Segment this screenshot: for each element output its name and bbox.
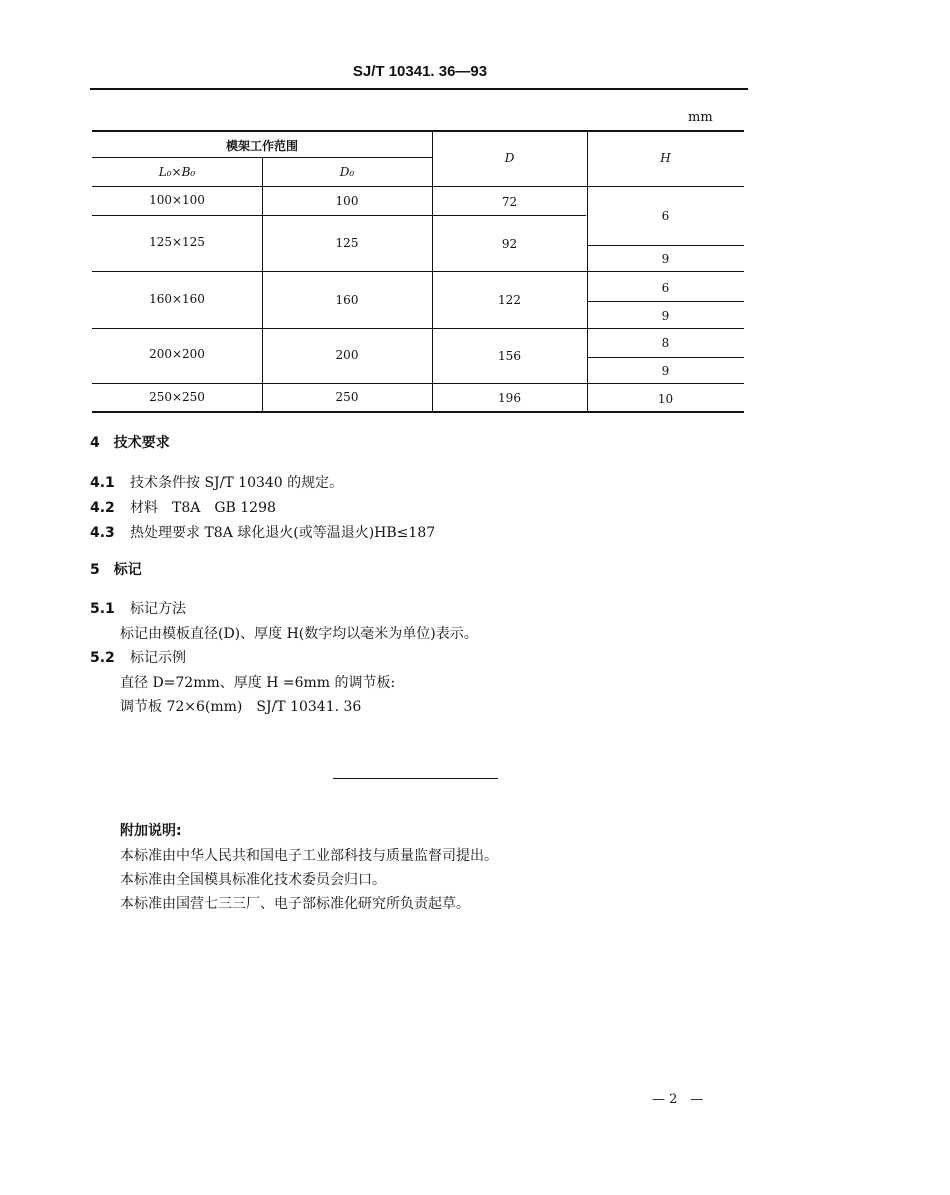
- note-line: 本标准由全国模具标准化技术委员会归口。: [120, 872, 386, 888]
- cell-d0: 100: [335, 194, 359, 208]
- clause-5-2-line2: 调节板 72×6(mm) SJ/T 10341. 36: [120, 699, 362, 715]
- cell-lb: 160×160: [149, 292, 205, 306]
- clause-5-1-body: 标记由模板直径(D)、厚度 H(数字均以毫米为单位)表示。: [120, 626, 478, 642]
- note-title: 附加说明:: [120, 823, 182, 839]
- cell-lb: 125×125: [149, 235, 205, 249]
- cell-d: 196: [498, 391, 521, 405]
- row-rule: [92, 328, 744, 329]
- clause-text: 技术条件按 SJ/T 10340 的规定。: [130, 475, 344, 491]
- cell-h: 9: [661, 252, 670, 266]
- cell-h: 8: [661, 336, 670, 350]
- cell-d0: 200: [335, 348, 359, 362]
- cell-d: 92: [501, 237, 518, 251]
- unit-label: mm: [688, 110, 713, 125]
- section-4-title: 4 技术要求: [90, 435, 170, 451]
- header-bottom-rule: [92, 186, 744, 187]
- clause-5-1: [90, 598, 186, 618]
- clause-number: 5.1: [90, 601, 115, 617]
- cell-d: 122: [498, 293, 521, 307]
- col-divider: [432, 130, 433, 412]
- clause-number: 4.2: [90, 500, 115, 516]
- note-line: 本标准由中华人民共和国电子工业部科技与质量监督司提出。: [120, 848, 498, 864]
- col-header-d: D: [504, 151, 515, 165]
- clause-5-2-line1: 直径 D=72mm、厚度 H =6mm 的调节板:: [120, 675, 396, 691]
- h-rule: [588, 357, 744, 358]
- clause-text: 材料 T8A GB 1298: [130, 500, 276, 516]
- cell-h: 10: [657, 392, 674, 406]
- clause-number: 5.2: [90, 650, 115, 666]
- cell-d: 156: [498, 349, 521, 363]
- cell-d0: 160: [335, 293, 359, 307]
- table-bottom-rule: [92, 411, 744, 413]
- clause-number: 4.1: [90, 475, 115, 491]
- page-number: — 2 —: [652, 1092, 704, 1107]
- standard-number: SJ/T 10341. 36—93: [352, 63, 488, 80]
- cell-h: 9: [661, 364, 670, 378]
- cell-d: 72: [501, 195, 518, 209]
- row-rule: [92, 271, 744, 272]
- header-rule: [90, 88, 748, 90]
- group-header: 模架工作范围: [225, 139, 298, 153]
- row-rule: [92, 215, 586, 216]
- h-rule: [588, 301, 744, 302]
- cell-h: 6: [661, 209, 670, 223]
- cell-lb: 100×100: [149, 193, 205, 207]
- table-top-rule: [92, 130, 744, 132]
- clause-5-2: [90, 647, 186, 667]
- clause-number: 4.3: [90, 525, 115, 541]
- clause-4-3: [90, 522, 435, 542]
- col-header-h: H: [660, 151, 671, 165]
- section-5-title: 5 标记: [90, 562, 142, 578]
- clause-4-1: [90, 472, 343, 492]
- clause-title: 标记方法: [130, 601, 186, 617]
- h-rule: [588, 245, 744, 246]
- cell-h: 6: [661, 281, 670, 295]
- cell-h: 9: [661, 309, 670, 323]
- cell-lb: 250×250: [149, 390, 205, 404]
- row-rule: [92, 383, 744, 384]
- cell-d0: 125: [335, 236, 359, 250]
- clause-title: 标记示例: [130, 650, 186, 666]
- clause-4-2: [90, 497, 276, 517]
- end-rule: [333, 778, 498, 779]
- cell-lb: 200×200: [149, 347, 205, 361]
- col-header-lb: L₀×B₀: [158, 165, 196, 179]
- clause-text: 热处理要求 T8A 球化退火(或等温退火)HB≤187: [130, 525, 436, 541]
- col-header-d0: D₀: [339, 165, 355, 179]
- cell-d0: 250: [335, 390, 359, 404]
- note-line: 本标准由国营七三三厂、电子部标准化研究所负责起草。: [120, 896, 470, 912]
